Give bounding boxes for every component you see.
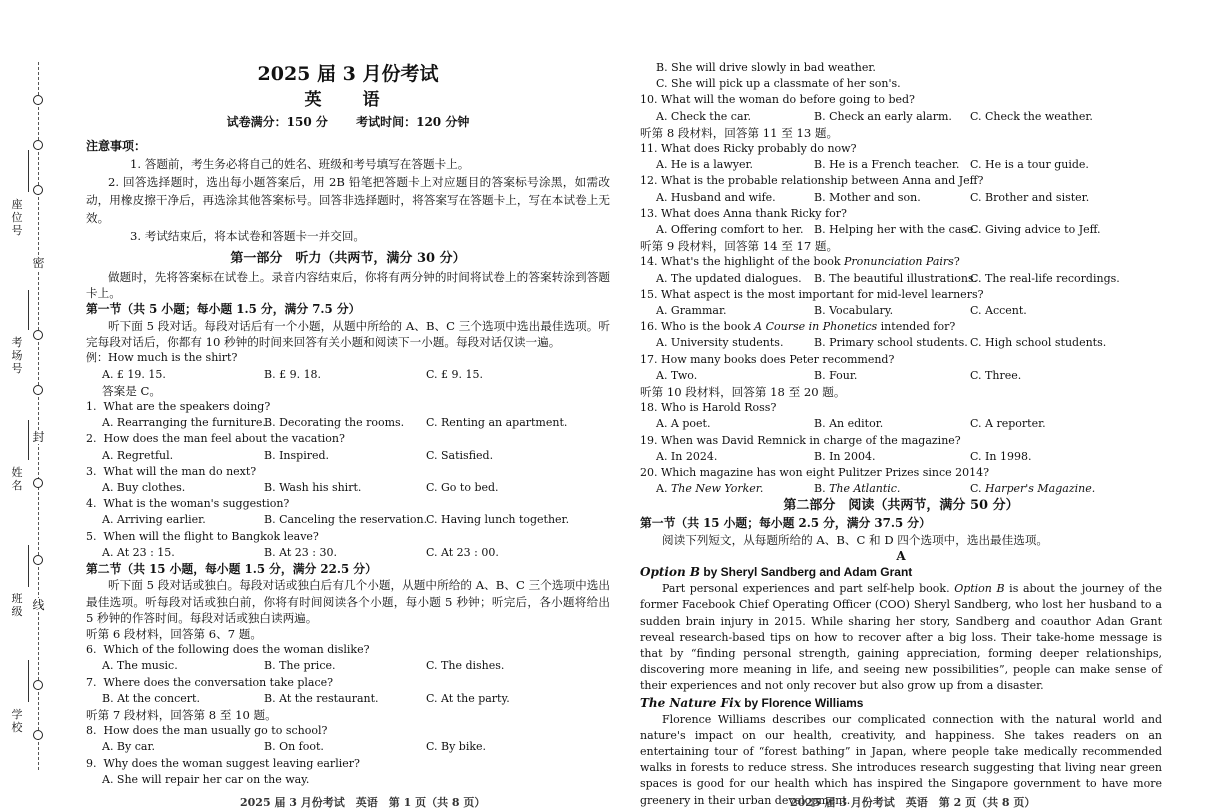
- option-letter: A.: [656, 482, 671, 496]
- question-text: What is the woman's suggestion?: [103, 497, 290, 511]
- question-number: 12.: [640, 174, 658, 188]
- notice-list: [86, 155, 610, 245]
- option-a: A. She will repair her car on the way.: [102, 772, 310, 786]
- material-10: 听第 10 段材料，回答第 18 至 20 题。: [640, 385, 846, 400]
- question-text: What does Anna thank Ricky for?: [661, 206, 847, 220]
- option-a: B. At the concert.: [102, 691, 200, 705]
- passage-text: Part personal experiences and part self-help book.: [662, 582, 955, 596]
- question-item: [640, 173, 1162, 189]
- field-room-number: 考场号: [11, 336, 23, 375]
- option-c: C. Having lunch together.: [426, 513, 570, 527]
- question-text: What's the highlight of the book: [661, 255, 845, 269]
- book2-title: [640, 695, 1162, 712]
- question-text: What aspect is the most important for mid-level learners?: [661, 287, 984, 301]
- question-text: How many books does Peter recommend?: [661, 352, 895, 366]
- section1-directions: 听下面 5 段对话。每段对话后有一个小题，从题中所给的 A、B、C 三个选项中选出最佳选项。听完每段对话后，你都有 10 秒钟的时间来回答有关小题和阅读下一小题。每段对话仅读一遍。: [86, 318, 610, 350]
- binding-hole: [33, 140, 43, 150]
- question-item: [86, 675, 610, 691]
- option-b: B. In 2004.: [814, 449, 876, 463]
- question-options: [86, 545, 610, 561]
- question-text: What does Ricky probably do now?: [661, 142, 857, 156]
- binding-dashed-line: [38, 62, 39, 770]
- book1-title: [640, 564, 1162, 581]
- section1-title: 第一节（共 5 小题；每小题 1.5 分，满分 7.5 分）: [86, 302, 361, 317]
- question-item: [640, 141, 1162, 157]
- question-options: [640, 481, 1162, 497]
- footer-left: 2025 届 3 月份考试 英语 第 1 页（共 8 页）: [240, 796, 486, 809]
- question-options: [86, 658, 610, 674]
- question-item: [640, 92, 1162, 108]
- question-text: What will the woman do before going to bed?: [661, 93, 915, 107]
- material-6: 听第 6 段材料，回答第 6、7 题。: [86, 627, 262, 642]
- option-c: C. Three.: [970, 368, 1022, 382]
- option-b: B. The price.: [264, 659, 336, 673]
- option-c: C. High school students.: [970, 336, 1107, 350]
- part2-section1-title: 第一节（共 15 小题；每小题 2.5 分，满分 37.5 分）: [640, 516, 931, 531]
- question-options: [86, 480, 610, 496]
- question-item: [640, 287, 1162, 303]
- binding-hole: [33, 680, 43, 690]
- option-a: A. £ 19. 15.: [102, 367, 166, 381]
- left-page: [86, 0, 610, 788]
- question-options: [640, 368, 1162, 384]
- option-a: A. A poet.: [656, 417, 711, 431]
- question-item: [86, 529, 610, 545]
- material-8: 听第 8 段材料，回答第 11 至 13 题。: [640, 125, 839, 140]
- option-c: C. At 23 : 00.: [426, 545, 499, 559]
- option-c: C. Brother and sister.: [970, 190, 1090, 204]
- part2-directions: 阅读下列短文，从每题所给的 A、B、C 和 D 四个选项中，选出最佳选项。: [662, 532, 1049, 547]
- book-name: A Course in Phonetics: [754, 320, 878, 334]
- right-page: [640, 60, 1162, 809]
- question-number: 3.: [86, 464, 97, 478]
- question-text: What is the probable relationship between Anna and Jeff?: [661, 174, 984, 188]
- question-number: 4.: [86, 497, 97, 511]
- exam-subject: 英 语: [304, 90, 392, 110]
- binding-hole: [33, 385, 43, 395]
- passage-label: A: [896, 549, 906, 564]
- book-name: Pronunciation Pairs: [844, 255, 954, 269]
- part2-title: 第二部分 阅读（共两节，满分 50 分）: [783, 498, 1019, 514]
- question-text: Who is the book: [661, 320, 755, 334]
- question-number: 16.: [640, 320, 658, 334]
- question-options: [640, 157, 1162, 173]
- option-b: B. On foot.: [264, 740, 324, 754]
- part1-intro: 做题时，先将答案标在试卷上。录音内容结束后，你将有两分钟的时间将试卷上的答案转涂到答题卡上。: [86, 270, 610, 301]
- question-text: How does the man feel about the vacation?: [103, 432, 345, 446]
- option-b: B. Vocabulary.: [814, 304, 894, 318]
- option-b: B. An editor.: [814, 417, 884, 431]
- notice-title: 注意事项：: [86, 139, 147, 153]
- question-text: What will the man do next?: [103, 464, 257, 478]
- option-text: Harper's Magazine.: [985, 482, 1096, 496]
- binding-hole: [33, 330, 43, 340]
- question-item: [86, 464, 610, 480]
- option-a: A. Regretful.: [102, 448, 174, 462]
- binding-hole: [33, 555, 43, 565]
- option-b: B. Primary school students.: [814, 336, 968, 350]
- exam-title: 2025 届 3 月份考试: [257, 63, 439, 85]
- question-options: [86, 739, 610, 755]
- field-name: 姓名: [11, 466, 23, 492]
- option-b: B. Wash his shirt.: [264, 480, 362, 494]
- question-options: [640, 449, 1162, 465]
- option-b: B. £ 9. 18.: [264, 367, 322, 381]
- passage-text: is about the journey of the former Facebook Chief Operating Officer (COO) Sheryl Sandberg, who lost her husband to a sudden brain injury in 2015. While sharing her story, Sandberg and coauthor Adan Grant reveal research-based tips on how to recover after a big loss. Their take-home message is that by “finding personal strength, gaining appreciation, forming deeper relationships, discovering more meaning in life, and seeing new possibilities”, people can make sense of their experiences and not only recover but also grow up from a disaster.: [640, 582, 1162, 693]
- question-item: [86, 756, 610, 772]
- question-options: [86, 691, 610, 707]
- question-number: 15.: [640, 287, 658, 301]
- question-text: When was David Remnick in charge of the magazine?: [661, 433, 961, 447]
- option-b: B. Canceling the reservation.: [264, 513, 428, 527]
- option-text: The New Yorker.: [670, 482, 764, 496]
- questions-1-5: [86, 399, 610, 561]
- question-text: When will the flight to Bangkok leave?: [103, 529, 319, 543]
- question-text: Which of the following does the woman dislike?: [103, 643, 370, 657]
- exam-time: 考试时间：120 分钟: [356, 115, 470, 129]
- field-line: [28, 150, 29, 192]
- binding-seal-feng: 封: [32, 430, 45, 444]
- option-a: A. In 2024.: [656, 449, 718, 463]
- option-c: [970, 481, 1095, 497]
- option-b: B. Inspired.: [264, 448, 330, 462]
- binding-hole: [33, 185, 43, 195]
- notice-item: 3. 考试结束后，将本试卷和答题卡一并交回。: [130, 229, 366, 243]
- question-options: [640, 416, 1162, 432]
- option-c: C. Giving advice to Jeff.: [970, 223, 1101, 237]
- option-a: A. He is a lawyer.: [656, 158, 754, 172]
- question-number: 7.: [86, 675, 97, 689]
- book-name: Option B: [640, 565, 700, 580]
- material-7: 听第 7 段材料，回答第 8 至 10 题。: [86, 708, 277, 723]
- option-c: C. Go to bed.: [426, 480, 499, 494]
- question-options: [640, 109, 1162, 125]
- question-options: [640, 335, 1162, 351]
- option-c: C. The real-life recordings.: [970, 271, 1120, 285]
- option-b: B. He is a French teacher.: [814, 158, 960, 172]
- question-options: [86, 448, 610, 464]
- option-c: C. The dishes.: [426, 659, 505, 673]
- question-text: Why does the woman suggest leaving earlier?: [103, 756, 360, 770]
- question-item: [640, 206, 1162, 222]
- question-text: intended for?: [877, 320, 956, 334]
- option-text: The Atlantic.: [829, 482, 901, 496]
- option-c: C. He is a tour guide.: [970, 158, 1089, 172]
- option-b: B. At the restaurant.: [264, 691, 379, 705]
- field-line: [28, 545, 29, 587]
- option-c: C. £ 9. 15.: [426, 367, 483, 381]
- option-a: A. University students.: [656, 336, 784, 350]
- field-line: [28, 420, 29, 460]
- footer-right: 2025 届 3 月份考试 英语 第 2 页（共 8 页）: [790, 796, 1036, 809]
- binding-hole: [33, 95, 43, 105]
- book-author: by Sheryl Sandberg and Adam Grant: [700, 565, 913, 580]
- example-answer: 答案是 C。: [102, 383, 161, 398]
- field-line: [28, 660, 29, 702]
- question-options: [640, 222, 1162, 238]
- question-item: [640, 400, 1162, 416]
- book-name: Option B: [954, 582, 1005, 596]
- option-a: A. By car.: [102, 740, 155, 754]
- option-c: C. Satisfied.: [426, 448, 494, 462]
- question-number: 14.: [640, 255, 658, 269]
- question-item: [640, 254, 1162, 270]
- option-c: C. Accent.: [970, 304, 1027, 318]
- option-a: A. Arriving earlier.: [102, 513, 206, 527]
- question-item: [640, 352, 1162, 368]
- section2-title: 第二节（共 15 小题，每小题 1.5 分，满分 22.5 分）: [86, 561, 377, 576]
- question-number: 8.: [86, 724, 97, 738]
- option-b: B. Decorating the rooms.: [264, 416, 405, 430]
- question-number: 1.: [86, 399, 97, 413]
- binding-hole: [33, 478, 43, 488]
- example-question: 例：How much is the shirt?: [86, 351, 238, 365]
- book1-text: [640, 581, 1162, 694]
- option-a: A. The music.: [102, 659, 178, 673]
- binding-hole: [33, 730, 43, 740]
- option-c: C. At the party.: [426, 691, 510, 705]
- question-item: [86, 399, 610, 415]
- option-a: A. Rearranging the furniture.: [102, 416, 266, 430]
- option-b: B. She will drive slowly in bad weather.: [656, 61, 876, 74]
- option-c: C. She will pick up a classmate of her son's.: [656, 77, 901, 91]
- binding-strip: [0, 0, 60, 800]
- notice-item: 2. 回答选择题时，选出每小题答案后，用 2B 铅笔把答题卡上对应题目的答案标号涂黑，如需改动，用橡皮擦干净后，再选涂其他答案标号。回答非选择题时，将答案写在答题卡上，写在本试卷上无效。: [86, 175, 610, 225]
- question-number: 2.: [86, 432, 97, 446]
- question-text: Where does the conversation take place?: [103, 675, 334, 689]
- option-b: B. The beautiful illustrations.: [814, 271, 978, 285]
- question-options: [640, 303, 1162, 319]
- full-score: 试卷满分：150 分: [226, 115, 328, 129]
- option-b: B. At 23 : 30.: [264, 545, 337, 559]
- option-c: C. In 1998.: [970, 449, 1032, 463]
- question-number: 10.: [640, 93, 658, 107]
- option-b: B. Four.: [814, 368, 858, 382]
- option-a: A. Grammar.: [656, 304, 727, 318]
- question-number: 20.: [640, 466, 658, 480]
- question-number: 9.: [86, 756, 97, 770]
- book-author: by Florence Williams: [740, 695, 864, 710]
- question-item: [86, 642, 610, 658]
- question-item: [640, 319, 1162, 335]
- question-item: [640, 433, 1162, 449]
- question-options: [86, 415, 610, 431]
- question-text: ?: [953, 255, 960, 269]
- option-b: B. Check an early alarm.: [814, 109, 952, 123]
- option-a: A. Check the car.: [656, 109, 752, 123]
- option-letter: C.: [970, 482, 986, 496]
- binding-seal-mi: 密: [32, 256, 45, 270]
- notice-item: 1. 答题前，考生务必将自己的姓名、班级和考号填写在答题卡上。: [130, 157, 470, 171]
- option-a: A. At 23 : 15.: [102, 545, 175, 559]
- question-text: Who is Harold Ross?: [661, 401, 777, 415]
- book2-text: Florence Williams describes our complicated connection with the natural world and nature's impact on our health, creativity, and happiness. She takes readers on an entertaining tour of “forest bathing” in Japan, where people take medically recommended walks in forests to reduce stress. She introduces research suggesting that living near green spaces is good for our health which has inspired the Singapore government to have more greenery in their urban development.: [640, 712, 1162, 807]
- material-9: 听第 9 段材料，回答第 14 至 17 题。: [640, 239, 839, 254]
- option-c: C. Renting an apartment.: [426, 416, 568, 430]
- question-item: [86, 723, 610, 739]
- option-b: B. Mother and son.: [814, 190, 921, 204]
- section2-directions: 听下面 5 段对话或独白。每段对话或独白后有几个小题，从题中所给的 A、B、C 三个选项中选出最佳选项。听每段对话或独白前，你将有时间阅读各个小题，每小题 5 秒钟；听完后，各小题将给出 5 秒钟的作答时间。每段对话或独白读两遍。: [86, 578, 610, 625]
- question-text: Which magazine has won eight Pulitzer Prizes since 2014?: [661, 466, 990, 480]
- option-letter: B.: [814, 482, 830, 496]
- option-c: C. A reporter.: [970, 417, 1046, 431]
- binding-seal-xian: 线: [32, 598, 45, 612]
- question-text: What are the speakers doing?: [103, 399, 271, 413]
- option-a: A. Offering comfort to her.: [656, 223, 804, 237]
- field-class: 班级: [11, 592, 23, 618]
- field-line: [28, 290, 29, 330]
- question-item: [86, 431, 610, 447]
- question-options: [640, 190, 1162, 206]
- option-a: [656, 481, 814, 497]
- option-a: A. Two.: [656, 368, 698, 382]
- field-school: 学校: [11, 708, 23, 734]
- question-item: [640, 465, 1162, 481]
- option-a: A. Buy clothes.: [102, 480, 186, 494]
- example-options: [86, 367, 610, 383]
- part1-title: 第一部分 听力（共两节，满分 30 分）: [230, 251, 466, 266]
- question-number: 5.: [86, 529, 97, 543]
- exam-meta: [86, 113, 610, 131]
- question-number: 19.: [640, 433, 658, 447]
- question-number: 17.: [640, 352, 658, 366]
- field-seat-number: 座位号: [11, 198, 23, 237]
- question-text: How does the man usually go to school?: [103, 724, 328, 738]
- question-number: 18.: [640, 401, 658, 415]
- question-options: [86, 512, 610, 528]
- question-number: 11.: [640, 142, 658, 156]
- option-c: C. Check the weather.: [970, 109, 1093, 123]
- book-name: The Nature Fix: [640, 695, 741, 710]
- option-a: A. The updated dialogues.: [656, 271, 802, 285]
- option-a: A. Husband and wife.: [656, 190, 776, 204]
- question-number: 6.: [86, 643, 97, 657]
- question-number: 13.: [640, 206, 658, 220]
- option-b: B. Helping her with the case.: [814, 223, 978, 237]
- option-c: C. By bike.: [426, 740, 487, 754]
- option-b: [814, 481, 970, 497]
- question-item: [86, 496, 610, 512]
- question-options: [640, 271, 1162, 287]
